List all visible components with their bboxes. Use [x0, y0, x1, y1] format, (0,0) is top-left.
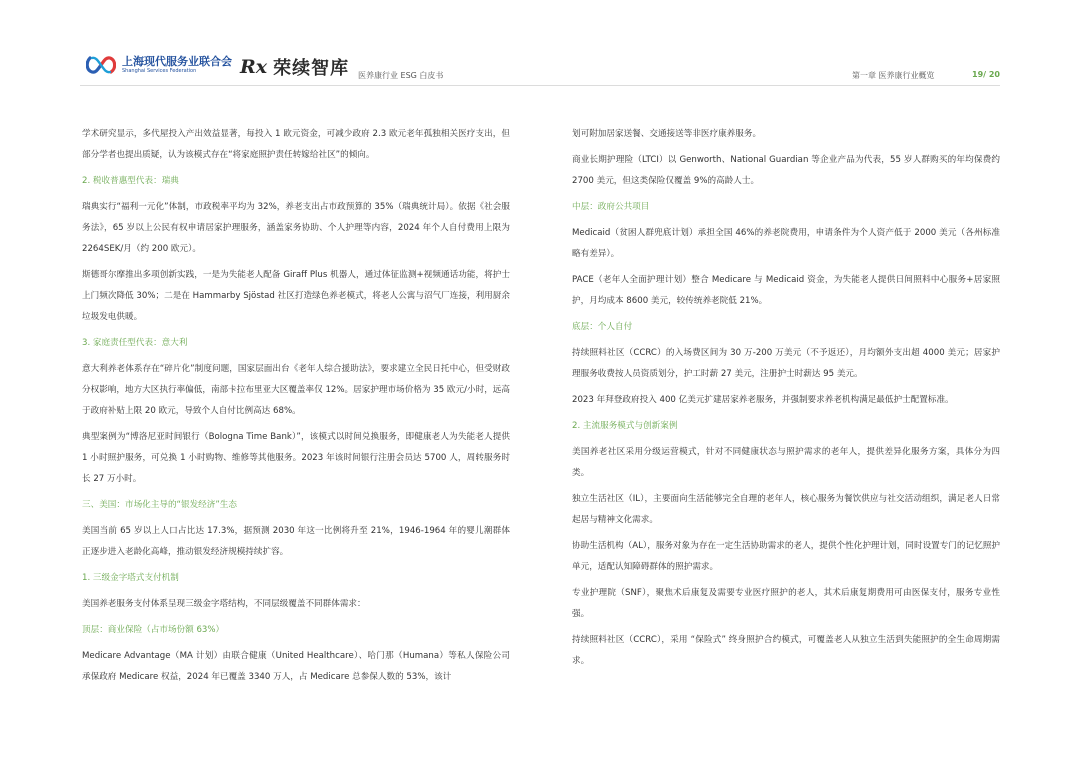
- paragraph: 专业护理院（SNF），聚焦术后康复及需要专业医疗照护的老人，其术后康复期费用可由医保支付，服务专业性强。: [572, 588, 1000, 619]
- paragraph: 独立生活社区（IL），主要面向生活能够完全自理的老年人，核心服务为餐饮供应与社交活动组织，满足老人日常起居与精神文化需求。: [572, 494, 1000, 525]
- paragraph: 协助生活机构（AL），服务对象为存在一定生活协助需求的老人，提供个性化护理计划，同时设置专门的记忆照护单元，适配认知障碍群体的照护需求。: [572, 541, 1000, 572]
- section-heading: 中层：政府公共项目: [572, 202, 650, 212]
- section-heading: 顶层：商业保险（占市场份额 63%）: [82, 625, 225, 635]
- paragraph: 持续照料社区（CCRC），采用 “保险式” 终身照护合约模式，可覆盖老人从独立生活到失能照护的全生命周期需求。: [572, 635, 1000, 666]
- paragraph: 划可附加居家送餐、交通接送等非医疗康养服务。: [572, 129, 762, 139]
- section-heading: 1. 三级金字塔式支付机制: [82, 573, 179, 583]
- paragraph: 2023 年拜登政府投入 400 亿美元扩建居家养老服务，并强制要求养老机构满足最低护士配置标准。: [572, 395, 954, 405]
- rongxu-logo: [240, 54, 349, 80]
- paragraph: 意大利养老体系存在“碎片化”制度问题，国家层面出台《老年人综合援助法》，要求建立全民日托中心，但受财政分权影响，地方大区执行率偏低，南部卡拉布里亚大区覆盖率仅 12%。居家护理市场价格为 35 欧元/小时，远高于政府补贴上限 20 欧元，导致个人自付比例高达 68%。: [82, 364, 510, 416]
- paragraph: 典型案例为“博洛尼亚时间银行（Bologna Time Bank）”，该模式以时间兑换服务，即健康老人为失能老人提供 1 小时照护服务，可兑换 1 小时购物、维修等其他服务。2023 年该时间银行注册会员达 5700 人，周转服务时长 27 万小时。: [82, 432, 510, 484]
- paragraph: 美国当前 65 岁以上人口占比达 17.3%，据预测 2030 年这一比例将升至 21%，1946-1964 年的婴儿潮群体正逐步进入老龄化高峰，推动银发经济规模持续扩容。: [82, 526, 510, 557]
- federation-logo: [86, 52, 232, 78]
- document-title: 医养康行业 ESG 白皮书: [358, 71, 444, 80]
- federation-name-cn: 上海现代服务业联合会: [122, 55, 232, 68]
- paragraph: 美国养老社区采用分级运营模式，针对不同健康状态与照护需求的老年人，提供差异化服务方案，具体分为四类。: [572, 447, 1000, 478]
- left-text-column: [82, 124, 510, 693]
- paragraph: PACE（老年人全面护理计划）整合 Medicare 与 Medicaid 资金，为失能老人提供日间照料中心服务+居家照护，月均成本 8600 美元，较传统养老院低 21%。: [572, 275, 1000, 306]
- paragraph: Medicaid（贫困人群兜底计划）承担全国 46%的养老院费用，申请条件为个人资产低于 2000 美元（各州标准略有差异）。: [572, 228, 1000, 259]
- section-heading: 2. 税收普惠型代表：瑞典: [82, 176, 179, 186]
- paragraph: 美国养老服务支付体系呈现三级金字塔结构，不同层级覆盖不同群体需求：: [82, 599, 366, 609]
- rongxu-logo-name: 荣续智库: [273, 58, 350, 79]
- paragraph: Medicare Advantage（MA 计划）由联合健康（United Healthcare）、哈门那（Humana）等私人保险公司承保政府 Medicare 权益，2024 年已覆盖 3340 万人，占 Medicare 总参保人数的 53%，该计: [82, 651, 510, 682]
- section-heading: 3. 家庭责任型代表：意大利: [82, 338, 188, 348]
- paragraph: 斯德哥尔摩推出多项创新实践，一是为失能老人配备 Giraff Plus 机器人，通过体征监测+视频通话功能，将护士上门频次降低 30%；二是在 Hammarby Sjöstad 社区打造绿色养老模式，将老人公寓与沼气厂连接，利用厨余垃圾发电供暖。: [82, 270, 510, 322]
- paragraph: 瑞典实行“福利一元化”体制，市政税率平均为 32%，养老支出占市政预算的 35%（瑞典统计局）。依据《社会服务法》，65 岁以上公民有权申请居家护理服务，涵盖家务协助、个人护理等内容，2024 年个人自付费用上限为 2264SEK/月（约 200 欧元）。: [82, 202, 510, 254]
- federation-logo-icon: [86, 52, 116, 78]
- header-divider: [80, 85, 1000, 86]
- chapter-title: 第一章 医养康行业概览: [852, 71, 935, 80]
- section-heading: 2. 主流服务模式与创新案例: [572, 421, 678, 431]
- paragraph: 商业长期护理险（LTCI）以 Genworth、National Guardian 等企业产品为代表，55 岁人群购买的年均保费约 2700 美元，但这类保险仅覆盖 9%的高龄人士。: [572, 155, 1000, 186]
- paragraph: 持续照料社区（CCRC）的入场费区间为 30 万-200 万美元（不予返还），月均额外支出超 4000 美元；居家护理服务收费按人员资质划分，护工时薪 27 美元，注册护士时薪达 95 美元。: [572, 348, 1000, 379]
- paragraph: 学术研究显示，多代屋投入产出效益显著，每投入 1 欧元资金，可减少政府 2.3 欧元老年孤独相关医疗支出，但部分学者也提出质疑，认为该模式存在“将家庭照护责任转嫁给社区”的倾向。: [82, 129, 510, 160]
- section-heading: 三、美国：市场化主导的“银发经济”生态: [82, 500, 237, 510]
- page-header: [0, 0, 1080, 90]
- rongxu-logo-mark: Rx: [240, 56, 268, 78]
- page-number: 19/ 20: [972, 70, 1000, 79]
- section-heading: 底层：个人自付: [572, 322, 633, 332]
- right-text-column: [572, 124, 1000, 677]
- federation-name-en: Shanghai Services Federation: [122, 68, 197, 74]
